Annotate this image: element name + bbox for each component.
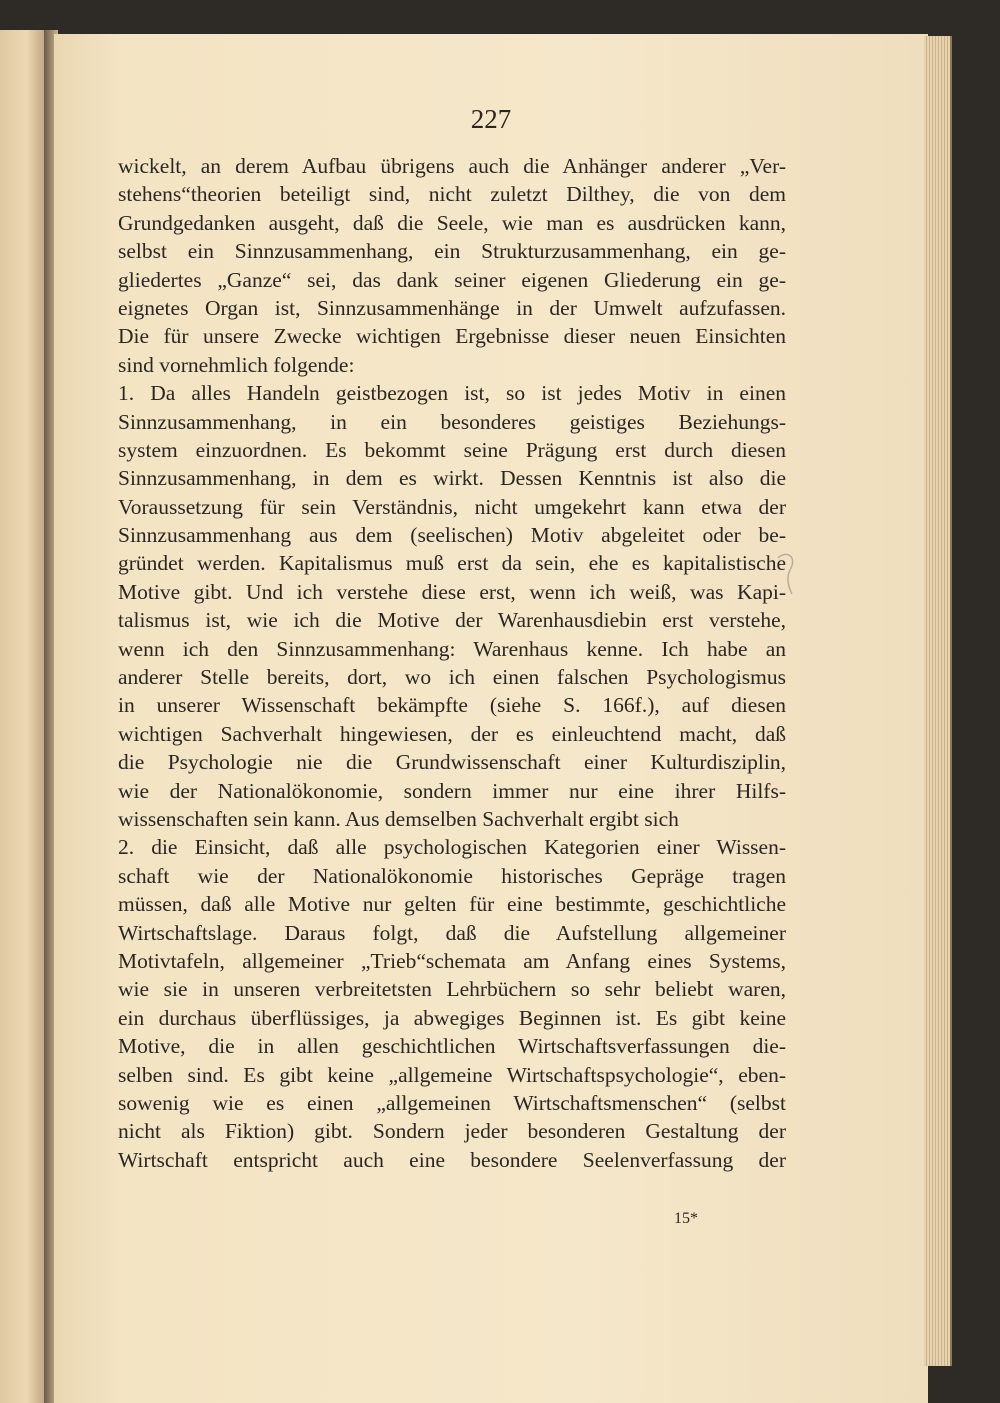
text-line: gründet werden. Kapitalismus muß erst da sein, ehe es kapitalistische [118, 551, 786, 576]
text-line: die Psychologie nie die Grundwissenschaft einer Kulturdisziplin, [118, 750, 786, 775]
body-text [118, 152, 786, 1174]
text-line: wenn ich den Sinnzusammenhang: Warenhaus kenne. Ich habe an [118, 636, 786, 661]
text-line: Sinnzusammenhang, in dem es wirkt. Dessen Kenntnis ist also die [118, 466, 786, 491]
text-line: Sinnzusammenhang, in ein besonderes geistiges Beziehungs- [118, 409, 786, 434]
page-stack-edge [924, 36, 952, 1366]
text-line: wickelt, an derem Aufbau übrigens auch die Anhänger anderer „Ver- [118, 154, 786, 178]
text-line: selbst ein Sinnzusammenhang, ein Strukturzusammenhang, ein ge- [118, 239, 786, 264]
text-line: Sinnzusammenhang aus dem (seelischen) Motiv abgeleitet oder be- [118, 523, 786, 548]
text-line: sind vornehmlich folgende: [118, 352, 355, 377]
text-line: sowenig wie es einen „allgemeinen Wirtschaftsmenschen“ (selbst [118, 1090, 786, 1115]
text-line: gliedertes „Ganze“ sei, das dank seiner eigenen Gliederung ein ge- [118, 267, 786, 292]
text-line: 1. Da alles Handeln geistbezogen ist, so ist jedes Motiv in einen [118, 381, 786, 406]
page-number: 227 [470, 104, 512, 134]
text-line: müssen, daß alle Motive nur gelten für eine bestimmte, geschichtliche [118, 892, 786, 917]
book-page [54, 34, 928, 1403]
text-line: 2. die Einsicht, daß alle psychologischen Kategorien einer Wissen- [118, 835, 786, 860]
text-line: Grundgedanken ausgeht, daß die Seele, wie man es ausdrücken kann, [118, 210, 786, 235]
text-line: nicht als Fiktion) gibt. Sondern jeder besonderen Gestaltung der [118, 1119, 786, 1144]
text-line: wissenschaften sein kann. Aus demselben Sachverhalt ergibt sich [118, 806, 679, 831]
text-line: schaft wie der Nationalökonomie historisches Gepräge tragen [118, 863, 786, 888]
text-line: wichtigen Sachverhalt hingewiesen, der es einleuchtend macht, daß [118, 721, 786, 746]
text-line: Motive gibt. Und ich verstehe diese erst, wenn ich weiß, was Kapi- [118, 579, 786, 604]
text-line: stehens“theorien beteiligt sind, nicht zuletzt Dilthey, die von dem [118, 182, 786, 207]
signature-mark: 15* [674, 1210, 698, 1227]
text-line: wie der Nationalökonomie, sondern immer nur eine ihrer Hilfs- [118, 778, 786, 803]
text-line: eignetes Organ ist, Sinnzusammenhänge in der Umwelt aufzufassen. [118, 295, 786, 320]
text-line: Wirtschaftslage. Daraus folgt, daß die Aufstellung allgemeiner [118, 920, 786, 945]
left-page-edge [0, 30, 48, 1403]
text-line: anderer Stelle bereits, dort, wo ich einen falschen Psychologismus [118, 665, 786, 690]
text-line: ein durchaus überflüssiges, ja abwegiges Beginnen ist. Es gibt keine [118, 1005, 786, 1030]
text-line: Die für unsere Zwecke wichtigen Ergebnisse dieser neuen Einsichten [118, 324, 786, 349]
pencil-annotation-mark [772, 548, 802, 608]
text-line: talismus ist, wie ich die Motive der Warenhausdiebin erst verstehe, [118, 608, 786, 633]
text-line: Motivtafeln, allgemeiner „Trieb“schemata am Anfang eines Systems, [118, 948, 786, 973]
text-line: Motive, die in allen geschichtlichen Wirtschaftsverfassungen die- [118, 1034, 786, 1059]
text-line: system einzuordnen. Es bekommt seine Prägung erst durch diesen [118, 437, 786, 462]
text-line: selben sind. Es gibt keine „allgemeine Wirtschaftspsychologie“, eben- [118, 1062, 786, 1087]
text-line: wie sie in unseren verbreitetsten Lehrbüchern so sehr beliebt waren, [118, 977, 786, 1002]
text-line: Wirtschaft entspricht auch eine besondere Seelenverfassung der [118, 1147, 786, 1172]
text-line: Voraussetzung für sein Verständnis, nicht umgekehrt kann etwa der [118, 494, 786, 519]
text-line: in unserer Wissenschaft bekämpfte (siehe S. 166f.), auf diesen [118, 693, 786, 718]
